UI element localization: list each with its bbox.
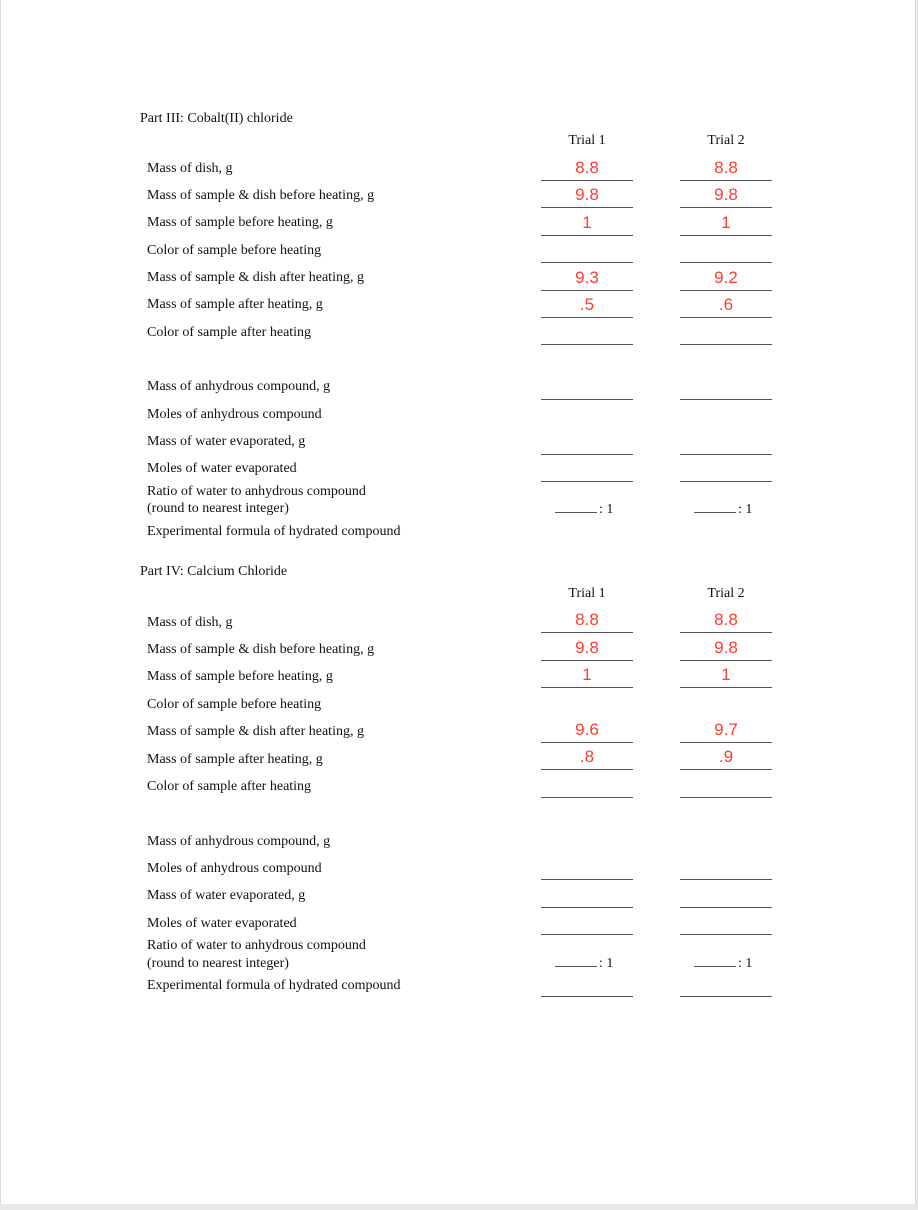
part-iii-trial2-cell[interactable] [680, 322, 772, 345]
part-iii-trial1-cell[interactable] [541, 240, 633, 263]
part-iii-trial1-cell[interactable] [541, 459, 633, 482]
part-iii-title: Part III: Cobalt(II) chloride [140, 111, 293, 126]
part-iii-trial2-cell[interactable]: 1 [680, 213, 772, 236]
row-label: Mass of dish, g [147, 161, 233, 176]
part-iv-trial1-cell[interactable] [541, 857, 633, 880]
row-label: Moles of anhydrous compound [147, 407, 322, 422]
part-iv-trial2-cell[interactable]: .9 [680, 747, 772, 770]
part-iv-trial1-cell[interactable] [541, 885, 633, 908]
part-iv-trial2-cell[interactable]: 1 [680, 665, 772, 688]
part-iv-trial2-cell[interactable] [680, 912, 772, 935]
row-label: Mass of sample & dish after heating, g [147, 724, 364, 739]
row-label: Color of sample after heating [147, 325, 312, 340]
part-iv-trial1-cell[interactable]: 9.8 [541, 638, 633, 661]
part-iii-trial1-header: Trial 1 [568, 133, 606, 148]
row-label: Mass of dish, g [147, 615, 233, 630]
ratio-label: Ratio of water to anhydrous compound [147, 484, 366, 499]
ratio-blank[interactable] [694, 955, 736, 967]
ratio-blank[interactable] [694, 501, 736, 513]
row-label: Mass of anhydrous compound, g [147, 834, 331, 849]
part-iv-trial1-ratio[interactable] [541, 955, 633, 972]
row-label: Mass of sample & dish before heating, g [147, 188, 375, 203]
ratio-suffix: : 1 [738, 502, 753, 517]
part-iii-trial2-cell[interactable] [680, 459, 772, 482]
row-label: Moles of water evaporated [147, 916, 297, 931]
part-iv-trial1-cell[interactable]: .8 [541, 747, 633, 770]
part-iv-trial1-cell[interactable] [541, 775, 633, 798]
part-iv-trial2-value: 8.8 [680, 610, 772, 633]
part-iv-trial2-cell[interactable]: 9.7 [680, 720, 772, 743]
part-iv-trial1-cell[interactable]: 9.6 [541, 720, 633, 743]
part-iii-trial2-header: Trial 2 [707, 133, 745, 148]
row-label: Mass of water evaporated, g [147, 434, 306, 449]
part-iv-trial2-formula[interactable] [680, 974, 772, 997]
ratio-sublabel: (round to nearest integer) [147, 956, 289, 971]
formula-label: Experimental formula of hydrated compound [147, 524, 401, 539]
part-iv-trial2-cell[interactable] [680, 885, 772, 908]
part-iii-trial2-cell[interactable]: 8.8 [680, 158, 772, 181]
part-iii-trial1-cell[interactable] [541, 432, 633, 455]
ratio-suffix: : 1 [599, 956, 614, 971]
part-iv-trial1-header: Trial 1 [568, 586, 606, 601]
part-iii-trial2-cell[interactable] [680, 240, 772, 263]
part-iv-trial2-ratio[interactable] [680, 955, 772, 972]
row-label: Mass of sample before heating, g [147, 215, 333, 230]
ratio-suffix: : 1 [738, 956, 753, 971]
row-label: Color of sample after heating [147, 779, 312, 794]
part-iii-trial2-cell[interactable]: 9.8 [680, 185, 772, 208]
ratio-blank[interactable] [555, 955, 597, 967]
ratio-label: Ratio of water to anhydrous compound [147, 938, 366, 953]
part-iii-trial1-ratio[interactable] [541, 501, 633, 518]
part-iii-trial1-cell[interactable]: 9.8 [541, 185, 633, 208]
part-iv-trial2-cell[interactable] [680, 775, 772, 798]
part-iv-trial2-cell[interactable] [680, 857, 772, 880]
row-label: Moles of water evaporated [147, 461, 297, 476]
part-iii-trial2-ratio[interactable] [680, 501, 772, 518]
row-label: Color of sample before heating [147, 697, 322, 712]
part-iii-trial2-cell[interactable]: .6 [680, 295, 772, 318]
row-label: Mass of water evaporated, g [147, 888, 306, 903]
part-iii-trial1-cell[interactable]: 9.3 [541, 268, 633, 291]
row-label: Moles of anhydrous compound [147, 861, 322, 876]
part-iv-title: Part IV: Calcium Chloride [140, 564, 288, 579]
part-iii-trial1-cell[interactable]: 1 [541, 213, 633, 236]
part-iv-trial1-formula[interactable] [541, 974, 633, 997]
part-iv-trial1-cell[interactable] [541, 912, 633, 935]
part-iv-trial2-header: Trial 2 [707, 586, 745, 601]
part-iii-trial2-cell[interactable] [680, 377, 772, 400]
row-label: Mass of sample after heating, g [147, 752, 323, 767]
part-iii-trial1-cell[interactable]: 8.8 [541, 158, 633, 181]
part-iv-trial1-value: 8.8 [541, 610, 633, 633]
part-iii-trial2-cell[interactable]: 9.2 [680, 268, 772, 291]
row-label: Mass of sample & dish after heating, g [147, 270, 364, 285]
ratio-suffix: : 1 [599, 502, 614, 517]
row-label: Mass of sample before heating, g [147, 669, 333, 684]
formula-label: Experimental formula of hydrated compound [147, 978, 401, 993]
row-label: Color of sample before heating [147, 243, 322, 258]
part-iii-trial2-cell[interactable] [680, 432, 772, 455]
row-label: Mass of anhydrous compound, g [147, 379, 331, 394]
part-iii-trial1-cell[interactable]: .5 [541, 295, 633, 318]
ratio-blank[interactable] [555, 501, 597, 513]
part-iii-trial1-cell[interactable] [541, 322, 633, 345]
row-label: Mass of sample after heating, g [147, 297, 323, 312]
part-iv-trial2-cell[interactable]: 9.8 [680, 638, 772, 661]
page-bottom-margin [0, 1204, 918, 1210]
part-iii-trial1-cell[interactable] [541, 377, 633, 400]
part-iv-trial1-cell[interactable]: 1 [541, 665, 633, 688]
ratio-sublabel: (round to nearest integer) [147, 501, 289, 516]
row-label: Mass of sample & dish before heating, g [147, 642, 375, 657]
